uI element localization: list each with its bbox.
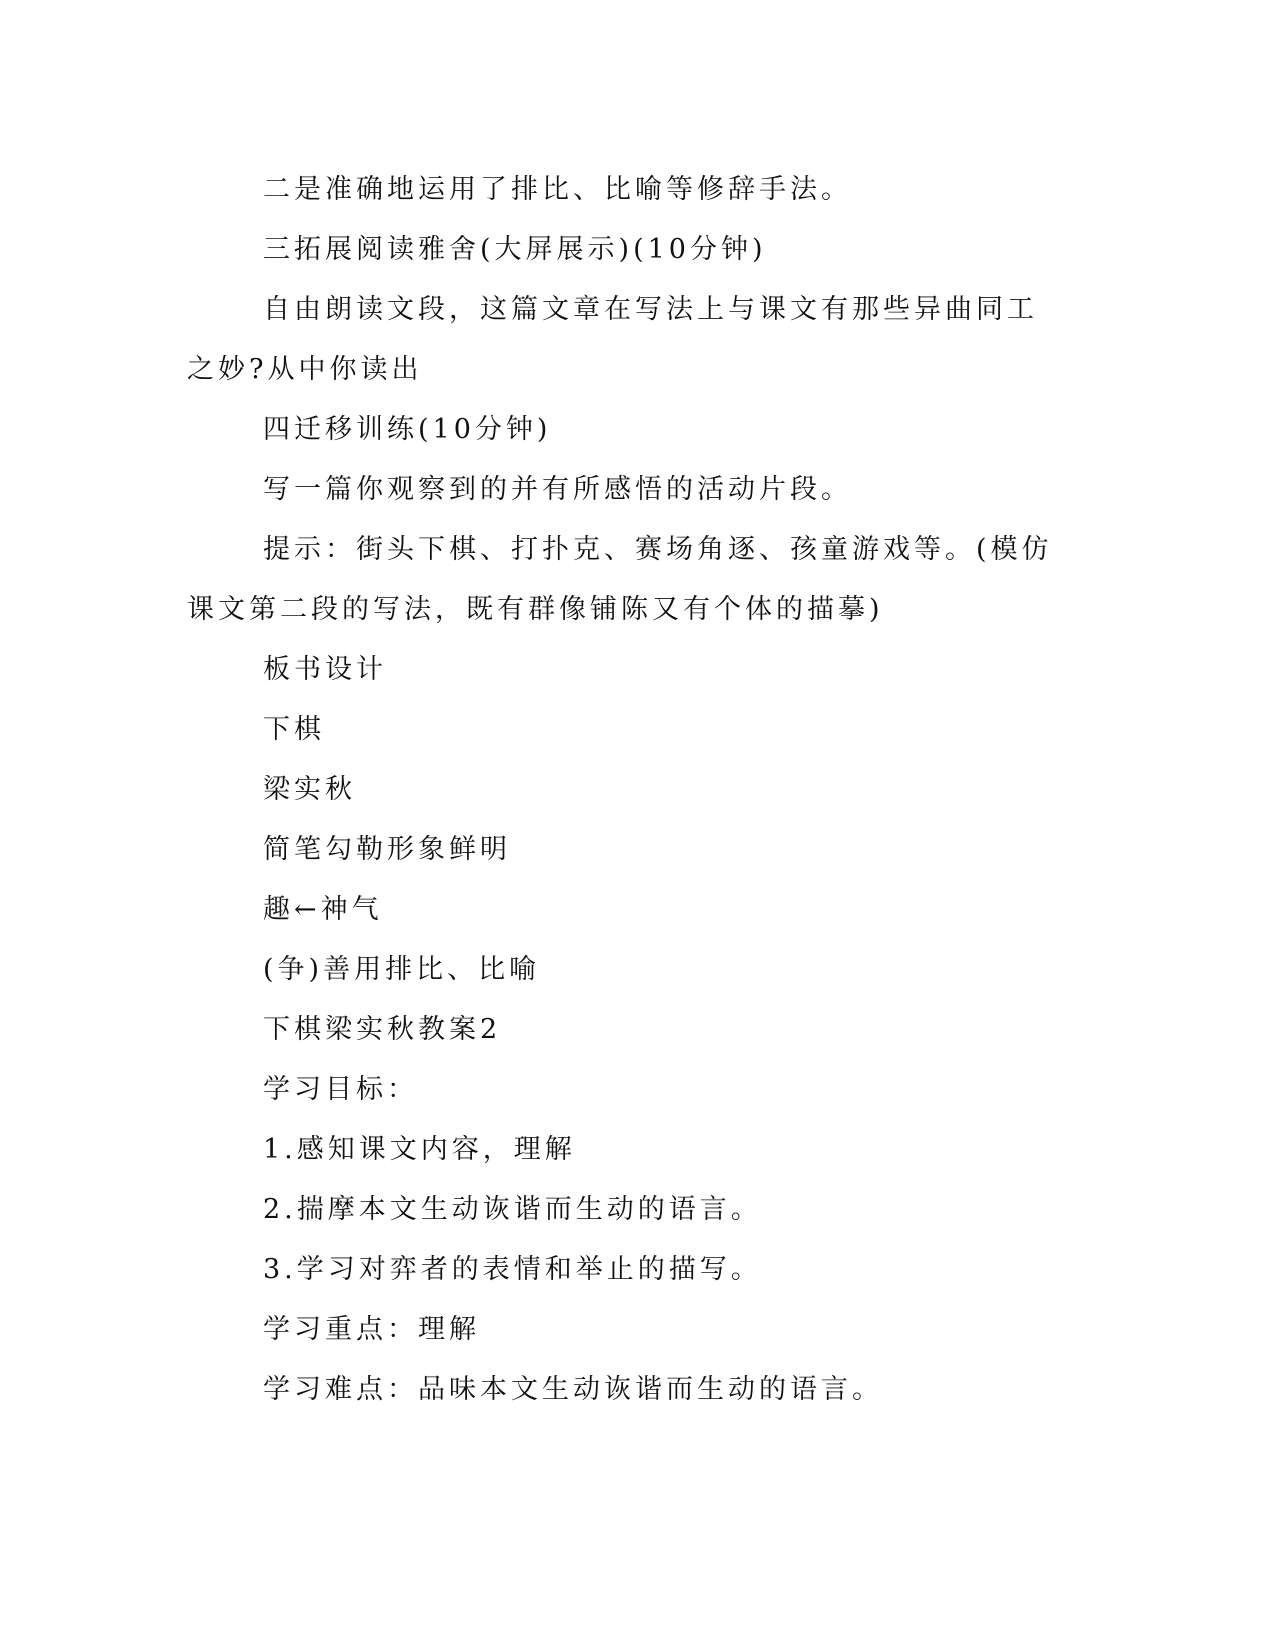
paragraph-transfer-training: 四迁移训练(10分钟) [263, 414, 552, 445]
paragraph-goal-2: 2.揣摩本文生动诙谐而生动的语言。 [263, 1194, 762, 1225]
paragraph-board-design: 板书设计 [263, 654, 387, 685]
paragraph-goal-3: 3.学习对弈者的表情和举止的描写。 [263, 1254, 762, 1285]
paragraph-board-title: 下棋 [263, 714, 325, 745]
paragraph-rhetoric: 二是准确地运用了排比、比喻等修辞手法。 [263, 174, 852, 205]
paragraph-board-author: 梁实秋 [263, 774, 356, 805]
paragraph-extended-reading: 三拓展阅读雅舍(大屏展示)(10分钟) [263, 234, 767, 265]
paragraph-free-reading: 自由朗读文段，这篇文章在写法上与课文有那些异曲同工之妙?从中你读出 [187, 294, 1038, 385]
paragraph-key-point: 学习重点：理解 [263, 1314, 480, 1345]
paragraph-writing-task: 写一篇你观察到的并有所感悟的活动片段。 [263, 474, 852, 505]
paragraph-difficulty: 学习难点：品味本文生动诙谐而生动的语言。 [263, 1374, 883, 1405]
paragraph-lesson-plan-2: 下棋梁实秋教案2 [263, 1014, 502, 1045]
paragraph-board-fun: 趣←神气 [263, 894, 383, 925]
paragraph-hint: 提示：街头下棋、打扑克、赛场角逐、孩童游戏等。(模仿课文第二段的写法，既有群像铺陈又有个体的描摹) [187, 534, 1053, 625]
document-body [187, 160, 1067, 1420]
paragraph-board-contest: (争)善用排比、比喻 [263, 954, 541, 985]
paragraph-learning-goals: 学习目标： [263, 1074, 418, 1105]
paragraph-board-sketch: 简笔勾勒形象鲜明 [263, 834, 511, 865]
paragraph-goal-1: 1.感知课文内容，理解 [263, 1134, 576, 1165]
